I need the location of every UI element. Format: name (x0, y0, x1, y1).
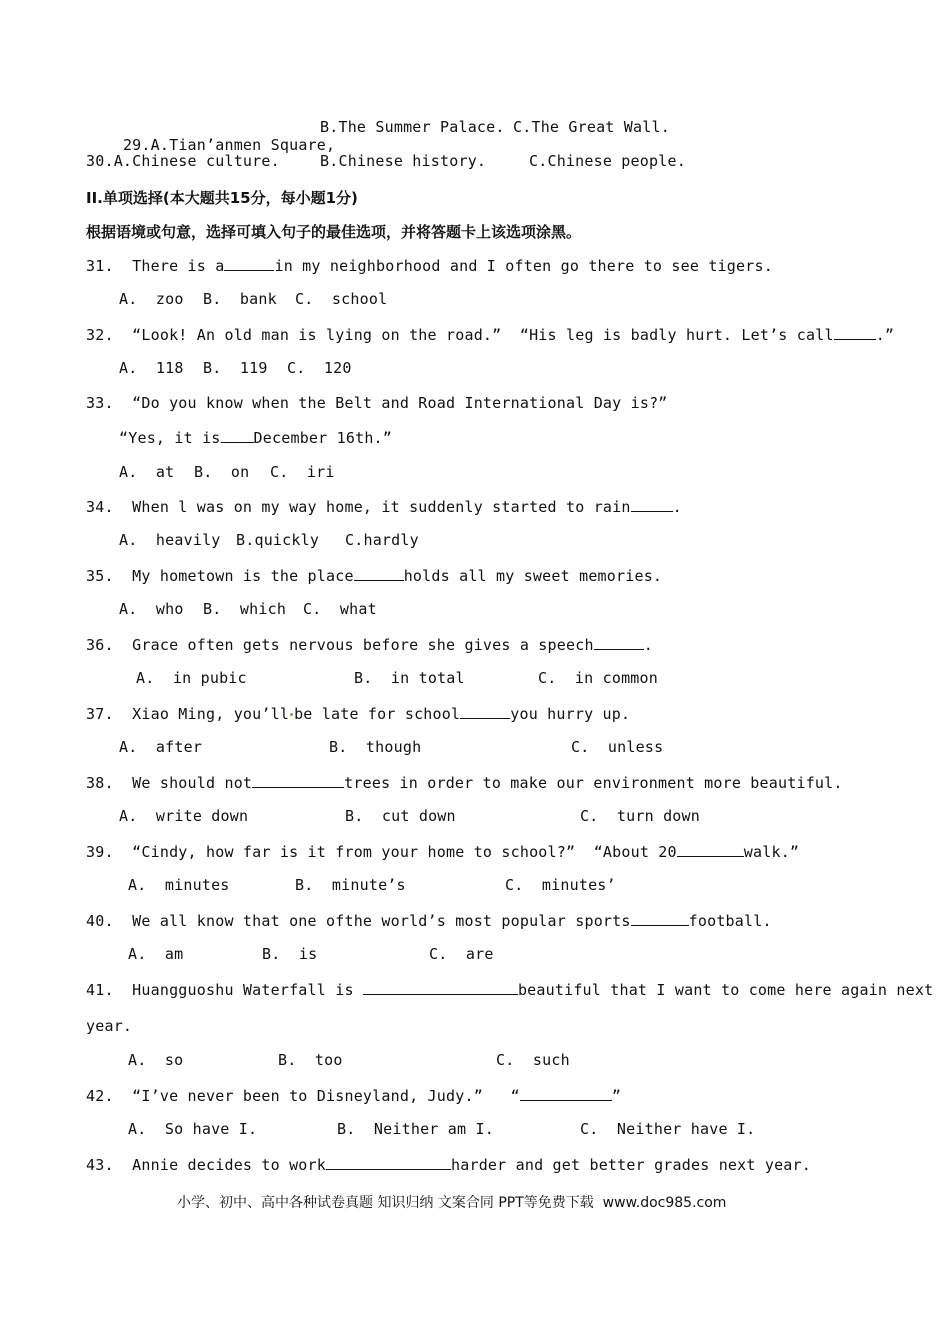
q40-option-c: C. are (429, 945, 494, 963)
q39-option-a: A. minutes (128, 876, 230, 894)
answer-blank (326, 1155, 451, 1170)
q35-option-c: C. what (303, 600, 377, 618)
q32-option-a: A. 118 (119, 359, 184, 377)
q35-option-a: A. who (119, 600, 184, 618)
q36-option-c: C. in common (538, 669, 658, 687)
q31-option-c: C. school (295, 290, 388, 308)
q38-option-b: B. cut down (345, 807, 456, 825)
q34-stem: 34. When l was on my way home, it suddenly started to rain . (86, 498, 682, 516)
q39-option-b: B. minute’s (295, 876, 406, 894)
q31-option-a: A. zoo (119, 290, 184, 308)
q29-option-b: B.The Summer Palace. (320, 118, 505, 136)
q38-stem: 38. We should not trees in order to make our environment more beautiful. (86, 774, 843, 792)
q39-option-c: C. minutes’ (505, 876, 616, 894)
q36-stem: 36. Grace often gets nervous before she gives a speech . (86, 636, 653, 654)
q33-option-b: B. on (194, 463, 250, 481)
q33-reply: “Yes, it is December 16th.” (119, 429, 393, 447)
q34-option-c: C.hardly (345, 531, 419, 549)
answer-blank (221, 428, 254, 443)
q41-option-a: A. so (128, 1051, 184, 1069)
q37-option-b: B. though (329, 738, 422, 756)
page-footer: 小学、初中、高中各种试卷真题 知识归纳 文案合同 PPT等免费下载 www.doc985.com (177, 1195, 727, 1211)
q29-option-c: C.The Great Wall. (513, 118, 670, 136)
q32-option-c: C. 120 (287, 359, 352, 377)
q37-stem: 37. Xiao Ming, you’ll be late for school you hurry up. (86, 705, 631, 723)
q34-option-b: B.quickly (236, 531, 320, 549)
q32-stem: 32. “Look! An old man is lying on the road.” “His leg is badly hurt. Let’s call .” (86, 326, 895, 344)
q35-stem: 35. My hometown is the place holds all my sweet memories. (86, 567, 663, 585)
q31-option-b: B. bank (203, 290, 277, 308)
q30-option-a: 30.A.Chinese culture. (86, 152, 280, 170)
section-title: II.单项选择(本大题共15分，每小题1分) (86, 189, 358, 207)
answer-blank (677, 842, 744, 857)
q42-option-b: B. Neither am I. (337, 1120, 494, 1138)
q42-option-a: A. So have I. (128, 1120, 258, 1138)
q37-option-a: A. after (119, 738, 203, 756)
stray-dot (290, 713, 293, 716)
q41-stem-continued: year. (86, 1017, 133, 1035)
q42-option-c: C. Neither have I. (580, 1120, 756, 1138)
answer-blank (224, 256, 274, 271)
q31-stem: 31. There is a in my neighborhood and I often go there to see tigers. (86, 257, 773, 275)
answer-blank (520, 1086, 612, 1101)
q40-option-a: A. am (128, 945, 184, 963)
q41-option-b: B. too (278, 1051, 343, 1069)
q40-option-b: B. is (262, 945, 318, 963)
q33-option-c: C. iri (270, 463, 335, 481)
q41-option-c: C. such (496, 1051, 570, 1069)
q34-option-a: A. heavily (119, 531, 221, 549)
answer-blank (631, 911, 689, 926)
q37-option-c: C. unless (571, 738, 664, 756)
answer-blank (460, 704, 510, 719)
q33-option-a: A. at (119, 463, 175, 481)
q39-stem: 39. “Cindy, how far is it from your home to school?” “About 20 walk.” (86, 843, 800, 861)
q38-option-c: C. turn down (580, 807, 700, 825)
q42-stem: 42. “I’ve never been to Disneyland, Judy.” “ ” (86, 1087, 622, 1105)
answer-blank (354, 566, 404, 581)
q33-stem: 33. “Do you know when the Belt and Road International Day is?” (86, 394, 668, 412)
q38-option-a: A. write down (119, 807, 249, 825)
q32-option-b: B. 119 (203, 359, 268, 377)
q41-stem: 41. Huangguoshu Waterfall is beautiful that I want to come here again next (86, 981, 934, 999)
q30-option-b: B.Chinese history. (320, 152, 487, 170)
q43-stem: 43. Annie decides to work harder and get better grades next year. (86, 1156, 811, 1174)
q36-option-b: B. in total (354, 669, 465, 687)
answer-blank (594, 635, 644, 650)
q36-option-a: A. in pubic (136, 669, 247, 687)
q29-option-a: 29.A.Tian’anmen Square, (122, 136, 336, 154)
answer-blank (834, 325, 876, 340)
q35-option-b: B. which (203, 600, 287, 618)
q40-stem: 40. We all know that one ofthe world’s most popular sports football. (86, 912, 772, 930)
answer-blank (363, 980, 518, 995)
q30-option-c: C.Chinese people. (529, 152, 686, 170)
answer-blank (252, 773, 344, 788)
section-instruction: 根据语境或句意，选择可填入句子的最佳选项，并将答题卡上该选项涂黑。 (86, 223, 582, 241)
answer-blank (631, 497, 673, 512)
